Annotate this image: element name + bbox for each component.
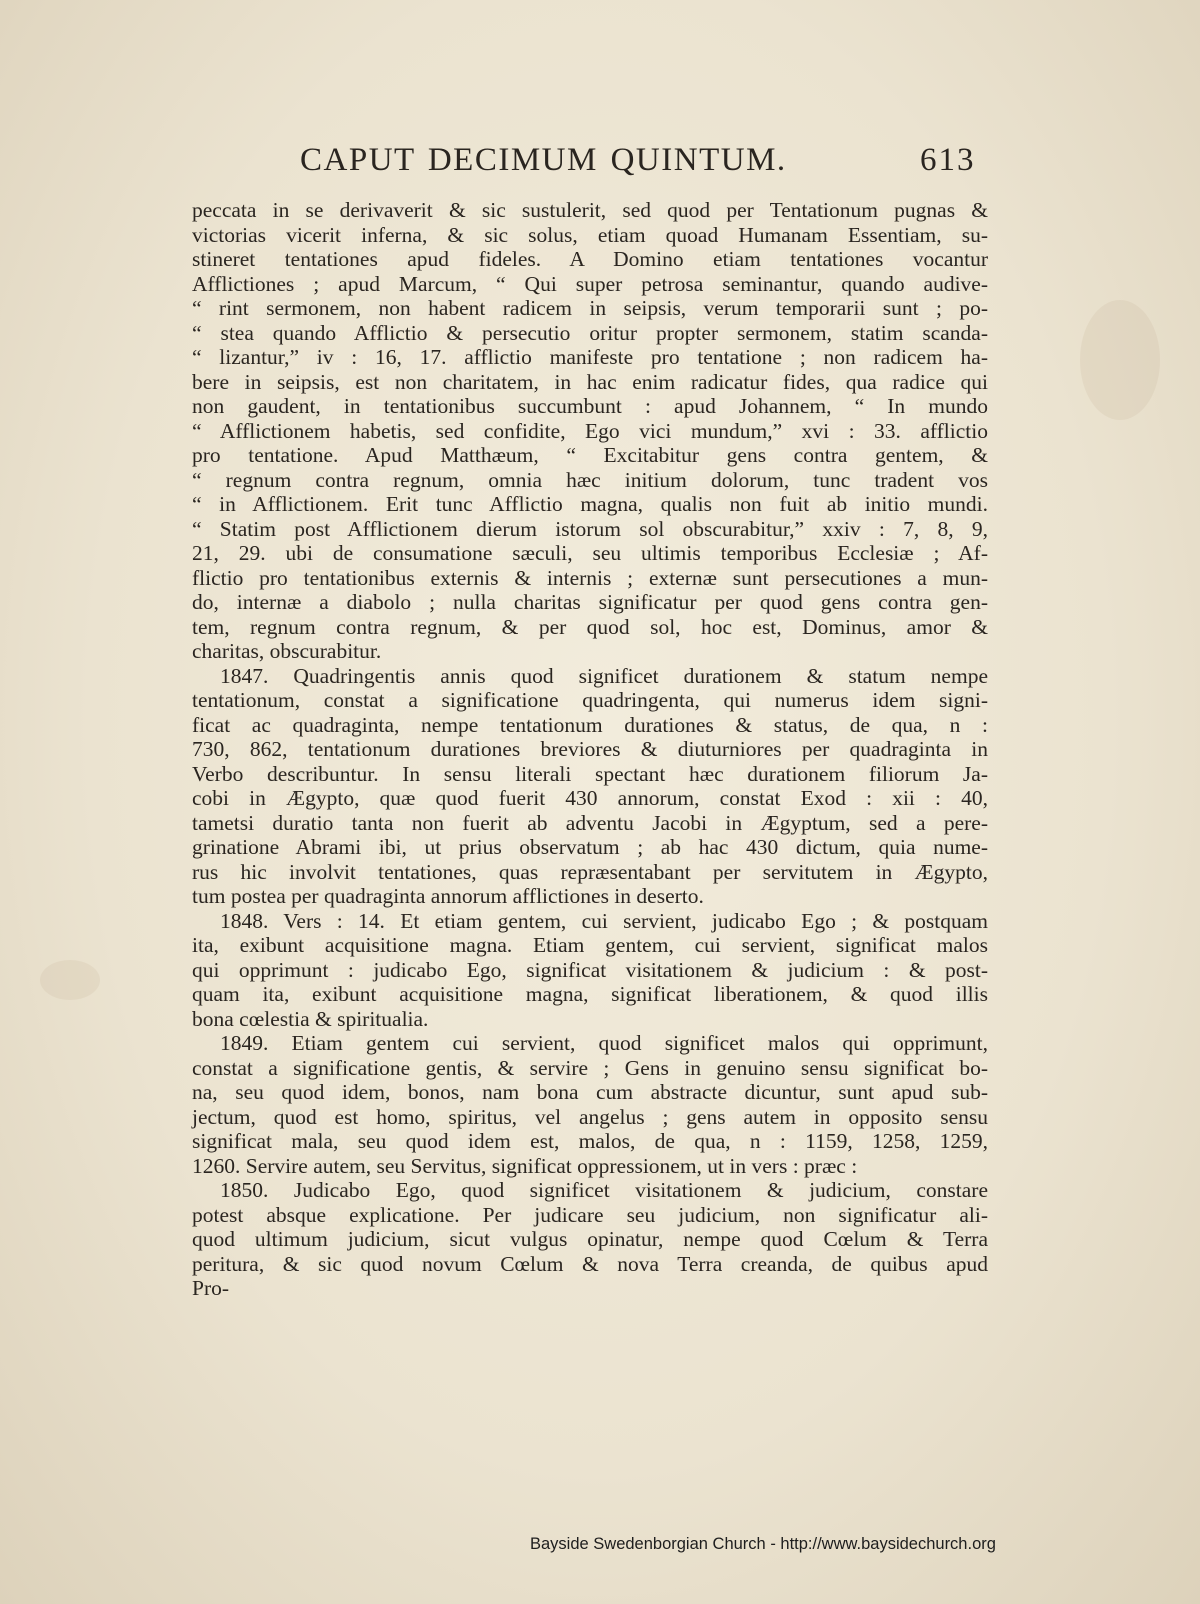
paragraph-1849-start: 1849. Etiam gentem cui servient, quod significet malos qui opprimunt, (220, 1031, 988, 1055)
text-line: 1260. Servire autem, seu Servitus, significat oppressionem, ut in vers : præc : (192, 1153, 858, 1178)
text-line: victorias vicerit inferna, & sic solus, etiam quoad Humanam Essentiam, su- (192, 222, 988, 247)
text-line: “ regnum contra regnum, omnia hæc initium dolorum, tunc tradent vos (192, 467, 988, 492)
running-head (300, 142, 1000, 179)
text-line: “ Statim post Afflictionem dierum istorum sol obscurabitur,” xxiv : 7, 8, 9, (192, 516, 988, 541)
text-line: tem, regnum contra regnum, & per quod sol, hoc est, Dominus, amor & (192, 614, 988, 639)
text-line: bona cœlestia & spiritualia. (192, 1006, 429, 1031)
text-line: cobi in Ægypto, quæ quod fuerit 430 annorum, constat Exod : xii : 40, (192, 786, 988, 810)
text-line: flictio pro tentationibus externis & internis ; externæ sunt persecutiones a mun- (192, 565, 988, 590)
text-line: peccata in se derivaverit & sic sustulerit, sed quod per Tentationum pugnas & (192, 198, 988, 222)
text-line: ita, exibunt acquisitione magna. Etiam gentem, cui servient, significat malos (192, 933, 988, 957)
text-line: quod ultimum judicium, sicut vulgus opinatur, nempe quod Cœlum & Terra (192, 1227, 988, 1251)
text-line: peritura, & sic quod novum Cœlum & nova Terra creanda, de quibus apud (192, 1251, 988, 1276)
text-line: ficat ac quadraginta, nempe tentationum durationes & status, de qua, n : (192, 712, 988, 737)
text-line: pro tentatione. Apud Matthæum, “ Excitabitur gens contra gentem, & (192, 443, 988, 467)
paragraph-1847-start: 1847. Quadringentis annis quod significet durationem & statum nempe (220, 663, 988, 688)
text-line: “ lizantur,” iv : 16, 17. afflictio manifeste pro tentatione ; non radicem ha- (192, 345, 988, 369)
text-line: Verbo describuntur. In sensu literali spectant hæc durationem filiorum Ja- (192, 761, 988, 786)
text-line: constat a significatione gentis, & servire ; Gens in genuino sensu significat bo- (192, 1055, 988, 1080)
text-line: “ stea quando Afflictio & persecutio oritur propter sermonem, statim scanda- (192, 320, 988, 345)
text-line: grinatione Abrami ibi, ut prius observatum ; ab hac 430 dictum, quia nume- (192, 835, 988, 859)
text-line: quam ita, exibunt acquisitione magna, significat liberationem, & quod illis (192, 982, 988, 1006)
text-line: tametsi duratio tanta non fuerit ab adventu Jacobi in Ægyptum, sed a pere- (192, 810, 988, 835)
text-line: qui opprimunt : judicabo Ego, significat visitationem & judicium : & post- (192, 957, 988, 982)
text-line: “ rint sermonem, non habent radicem in seipsis, verum temporarii sunt ; po- (192, 296, 988, 320)
text-line: Afflictiones ; apud Marcum, “ Qui super petrosa seminantur, quando audive- (192, 271, 988, 296)
text-line: “ in Afflictionem. Erit tunc Afflictio magna, qualis non fuit ab initio mundi. (192, 492, 988, 516)
text-line: 730, 862, tentationum durationes breviores & diuturniores per quadraginta in (192, 737, 988, 761)
text-line: na, seu quod idem, bonos, nam bona cum abstracte dicuntur, sunt apud sub- (192, 1080, 988, 1104)
text-line: significat mala, seu quod idem est, malos, de qua, n : 1159, 1258, 1259, (192, 1129, 988, 1153)
text-line: rus hic involvit tentationes, quas repræsentabant per servitutem in Ægypto, (192, 859, 988, 884)
body-text (192, 198, 988, 1301)
text-line: bere in seipsis, est non charitatem, in hac enim radicatur fides, qua radice qui (192, 369, 988, 394)
paragraph-1850-start: 1850. Judicabo Ego, quod significet visitationem & judicium, constare (220, 1178, 988, 1202)
catchword: Pro- (192, 1276, 230, 1300)
text-line: “ Afflictionem habetis, sed confidite, Ego vici mundum,” xvi : 33. afflictio (192, 418, 988, 443)
paper-stain (40, 960, 100, 1000)
text-line: non gaudent, in tentationibus succumbunt : apud Johannem, “ In mundo (192, 394, 988, 418)
text-line: tum postea per quadraginta annorum afflictiones in deserto. (192, 884, 704, 908)
text-line: charitas, obscurabitur. (192, 639, 382, 663)
text-line: tentationum, constat a significatione quadringenta, qui numerus idem signi- (192, 688, 988, 712)
text-line: stineret tentationes apud fideles. A Domino etiam tentationes vocantur (192, 247, 988, 271)
chapter-title: CAPUT DECIMUM QUINTUM. (300, 142, 787, 178)
paper-stain (1080, 300, 1160, 420)
page-number: 613 (920, 142, 976, 178)
text-line: 21, 29. ubi de consumatione sæculi, seu ultimis temporibus Ecclesiæ ; Af- (192, 541, 988, 565)
watermark: Bayside Swedenborgian Church - http://www.baysidechurch.org (530, 1535, 996, 1553)
text-line: potest absque explicatione. Per judicare seu judicium, non significatur ali- (192, 1202, 988, 1227)
text-line: jectum, quod est homo, spiritus, vel angelus ; gens autem in opposito sensu (192, 1104, 988, 1129)
paragraph-1848-start: 1848. Vers : 14. Et etiam gentem, cui servient, judicabo Ego ; & postquam (220, 908, 988, 933)
text-line: do, internæ a diabolo ; nulla charitas significatur per quod gens contra gen- (192, 590, 988, 614)
